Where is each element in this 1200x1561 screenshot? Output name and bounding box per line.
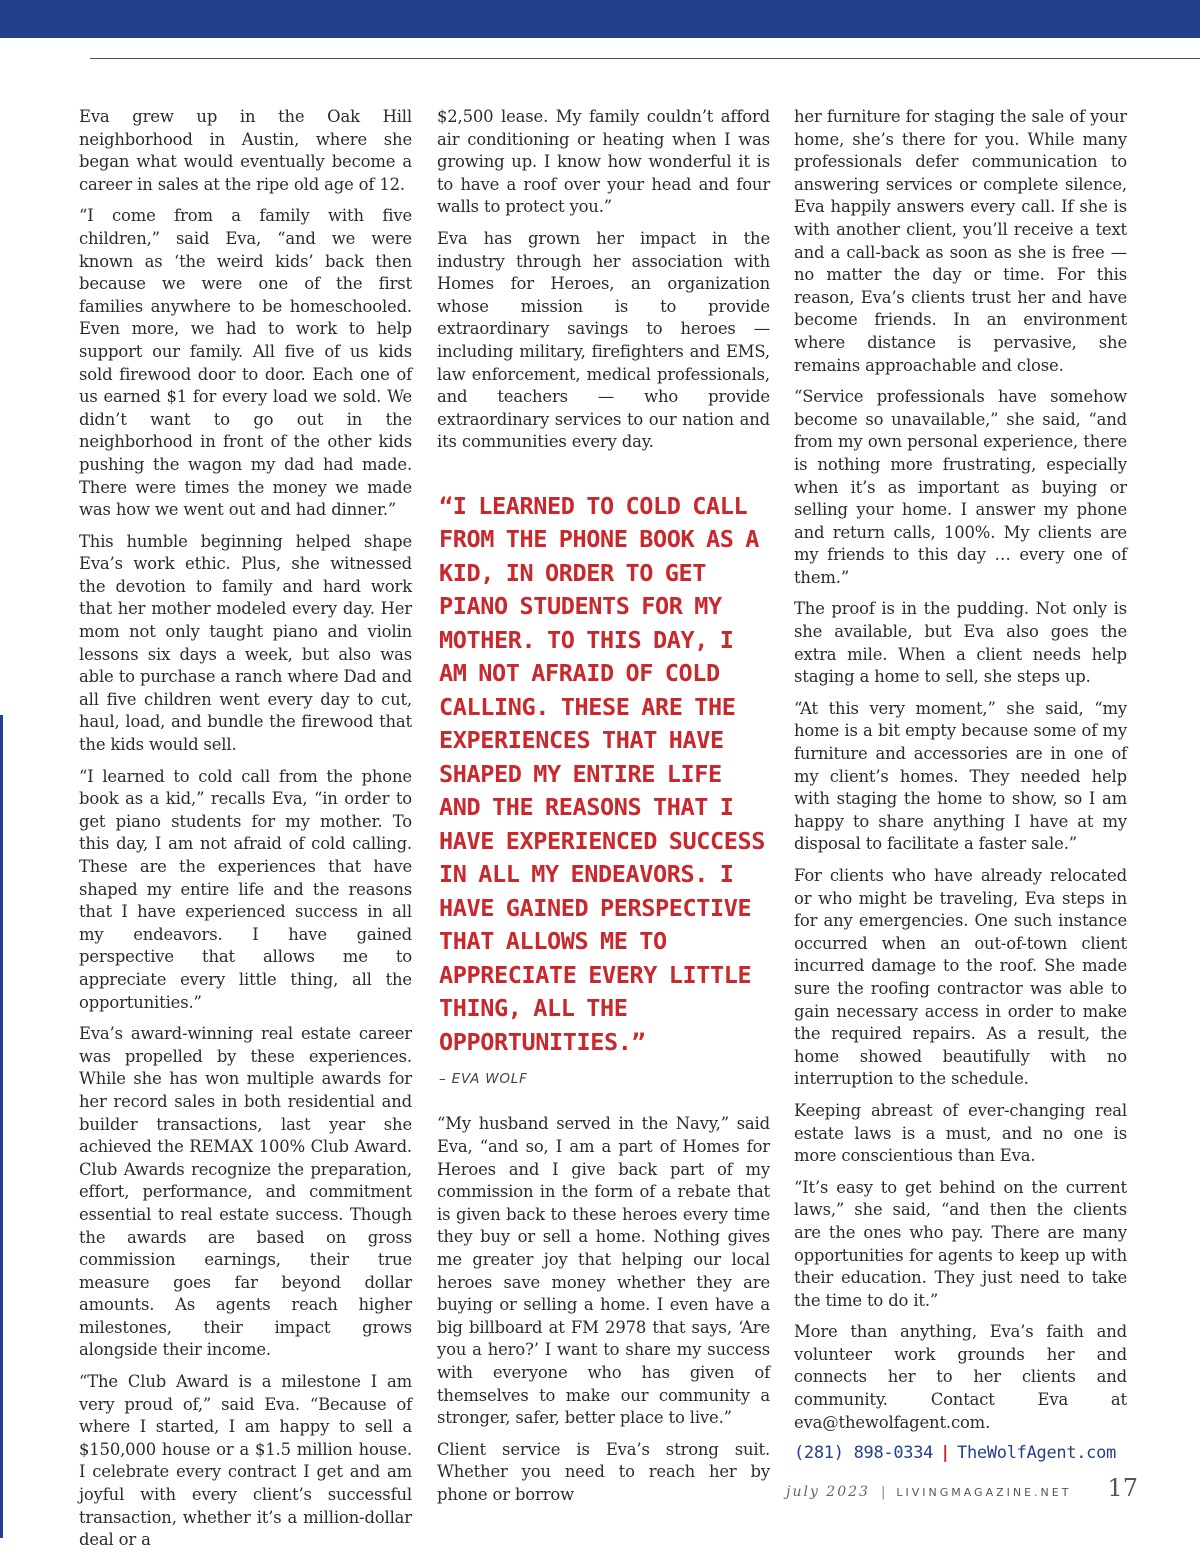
article-paragraph: “I learned to cold call from the phone book as a kid,” recalls Eva, “in order to get piano students for my mother. To this day, I am not afraid of cold calling. These are the experiences that have shaped my entire life and the reasons that I have experienced success in all my endeavors. I have gained perspective that allows me to appreciate every little thing, all the opportunities.” <box>79 766 412 1012</box>
article-paragraph: For clients who have already relocated or who might be traveling, Eva steps in for any emergencies. One such instance occurred when an out-of-town client incurred damage to the roof. She made sure the roofing contractor was able to gain necessary access in order to make the required repairs. As a result, the home showed beautifully with no interruption to the schedule. <box>794 866 1127 1089</box>
article-paragraph: her furniture for staging the sale of your home, she’s there for you. While many professionals defer communication to answering services or complete silence, Eva happily answers every call. If she is with another client, you’ll receive a text and a call-back as soon as she is free — no matter the day or time. For this reason, Eva’s clients trust her and have become friends. In an environment where distance is pervasive, she remains approachable and close. <box>794 107 1127 375</box>
article-paragraph: “I come from a family with five children,” said Eva, “and we were known as ‘the weird kids’ back then because we were one of the first families anywhere to be homeschooled. Even more, we had to work to help support our family. All five of us kids sold firewood door to door. Each one of us earned $1 for every load we sold. We didn’t want to go out in the neighborhood in front of the other kids pushing the wagon my dad had made. There were times the money we made was how we went out and had dinner.” <box>79 206 412 520</box>
article-paragraph: “My husband served in the Navy,” said Eva, “and so, I am a part of Homes for Heroes and I give back part of my commission in the form of a rebate that is given back to these heroes every time they buy or sell a home. Nothing gives me greater joy that helping our local heroes save money whether they are buying or selling a home. I even have a big billboard at FM 2978 that says, ‘Are you a hero?’ I want to share my success with everyone who has given of themselves to make our community a stronger, safer, better place to live.” <box>437 1114 770 1428</box>
article-column-2 <box>437 106 770 1516</box>
magazine-site: LIVINGMAGAZINE.NET <box>896 1486 1072 1499</box>
pull-quote-attribution: – EVA WOLF <box>439 1071 528 1088</box>
article-paragraph: The proof is in the pudding. Not only is she available, but Eva also goes the extra mile. When a client needs help staging a home to sell, she steps up. <box>794 599 1127 687</box>
pull-quote: “I LEARNED TO COLD CALL FROM THE PHONE BOOK AS A KID, IN ORDER TO GET PIANO STUDENTS FOR MY MOTHER. TO THIS DAY, I AM NOT AFRAID OF COLD CALLING. THESE ARE THE EXPERIENCES THAT HAVE SHAPED MY ENTIRE LIFE AND THE REASONS THAT I HAVE EXPERIENCED SUCCESS IN ALL MY ENDEAVORS. I HAVE GAINED PERSPECTIVE THAT ALLOWS ME TO APPRECIATE EVERY LITTLE THING, ALL THE OPPORTUNITIES.” <box>439 491 765 1056</box>
article-paragraph: $2,500 lease. My family couldn’t afford air conditioning or heating when I was growing up. I know how wonderful it is to have a roof over your head and four walls to protect you.” <box>437 107 770 217</box>
article-paragraph: Eva’s award-winning real estate career was propelled by these experiences. While she has won multiple awards for her record sales in both residential and builder transactions, last year she achieved the REMAX 100% Club Award. Club Awards recognize the preparation, effort, performance, and commitment essential to real estate success. Though the awards are based on gross commission earnings, their true measure goes far beyond dollar amounts. As agents reach higher milestones, their impact grows alongside their income. <box>79 1024 412 1360</box>
article-paragraph: “Service professionals have somehow become so unavailable,” she said, “and from my own personal experience, there is nothing more frustrating, especially when it’s as important as buying or selling your home. I answer my phone and return calls, 100%. My clients are my friends to this day … every one of them.” <box>794 387 1127 587</box>
header-rule <box>90 58 1200 59</box>
header-bar <box>0 0 1200 38</box>
article-paragraph: “It’s easy to get behind on the current laws,” she said, “and then the clients are the ones who pay. There are many opportunities for agents to keep up with their education. They just need to take the time to do it.” <box>794 1177 1127 1310</box>
issue-date: july 2023 <box>786 1484 870 1500</box>
page-edge-mark <box>0 715 3 1538</box>
website-link[interactable]: TheWolfAgent.com <box>957 1443 1116 1464</box>
phone-number[interactable]: (281) 898-0334 <box>794 1443 934 1464</box>
article-paragraph: “The Club Award is a milestone I am very proud of,” said Eva. “Because of where I started, I am happy to sell a $150,000 house or a $1.5 million house. I celebrate every contract I get and am joyful with every client’s successful transaction, whether it’s a million-dollar deal or a <box>79 1372 412 1550</box>
article-column-1 <box>79 106 412 1561</box>
article-paragraph: “At this very moment,” she said, “my home is a bit empty because some of my furniture and accessories are in one of my client’s homes. They needed help with staging the home to show, so I am happy to share anything I have at my disposal to facilitate a faster sale.” <box>794 698 1127 854</box>
article-column-3 <box>794 106 1127 1463</box>
article-paragraph: This humble beginning helped shape Eva’s work ethic. Plus, she witnessed the devotion to family and hard work that her mother modeled every day. Her mom not only taught piano and violin lessons six days a week, but also was able to purchase a ranch where Dad and all five children went every day to cut, haul, load, and bundle the firewood that the kids would sell. <box>79 531 412 755</box>
article-paragraph: Keeping abreast of ever-changing real estate laws is a must, and no one is more conscientious than Eva. <box>794 1100 1127 1166</box>
article-paragraph: Eva has grown her impact in the industry through her association with Homes for Heroes, an organization whose mission is to provide extraordinary savings to heroes — including military, firefighters and EMS, law enforcement, medical professionals, and teachers — who provide extraordinary services to our nation and its communities every day. <box>437 228 770 452</box>
article-paragraph: Client service is Eva’s strong suit. Whether you need to reach her by phone or borrow <box>437 1439 770 1504</box>
article-paragraph: Eva grew up in the Oak Hill neighborhood in Austin, where she began what would eventually become a career in sales at the ripe old age of 12. <box>79 107 412 194</box>
page-footer <box>786 1474 1138 1502</box>
contact-line <box>794 1443 1127 1463</box>
page-number: 17 <box>1107 1474 1138 1502</box>
article-paragraph: More than anything, Eva’s faith and volunteer work grounds her and connects her to her clients and community. Contact Eva at eva@thewolfagent.com. <box>794 1322 1127 1432</box>
contact-separator: | <box>940 1443 951 1464</box>
footer-separator: | <box>880 1485 886 1500</box>
